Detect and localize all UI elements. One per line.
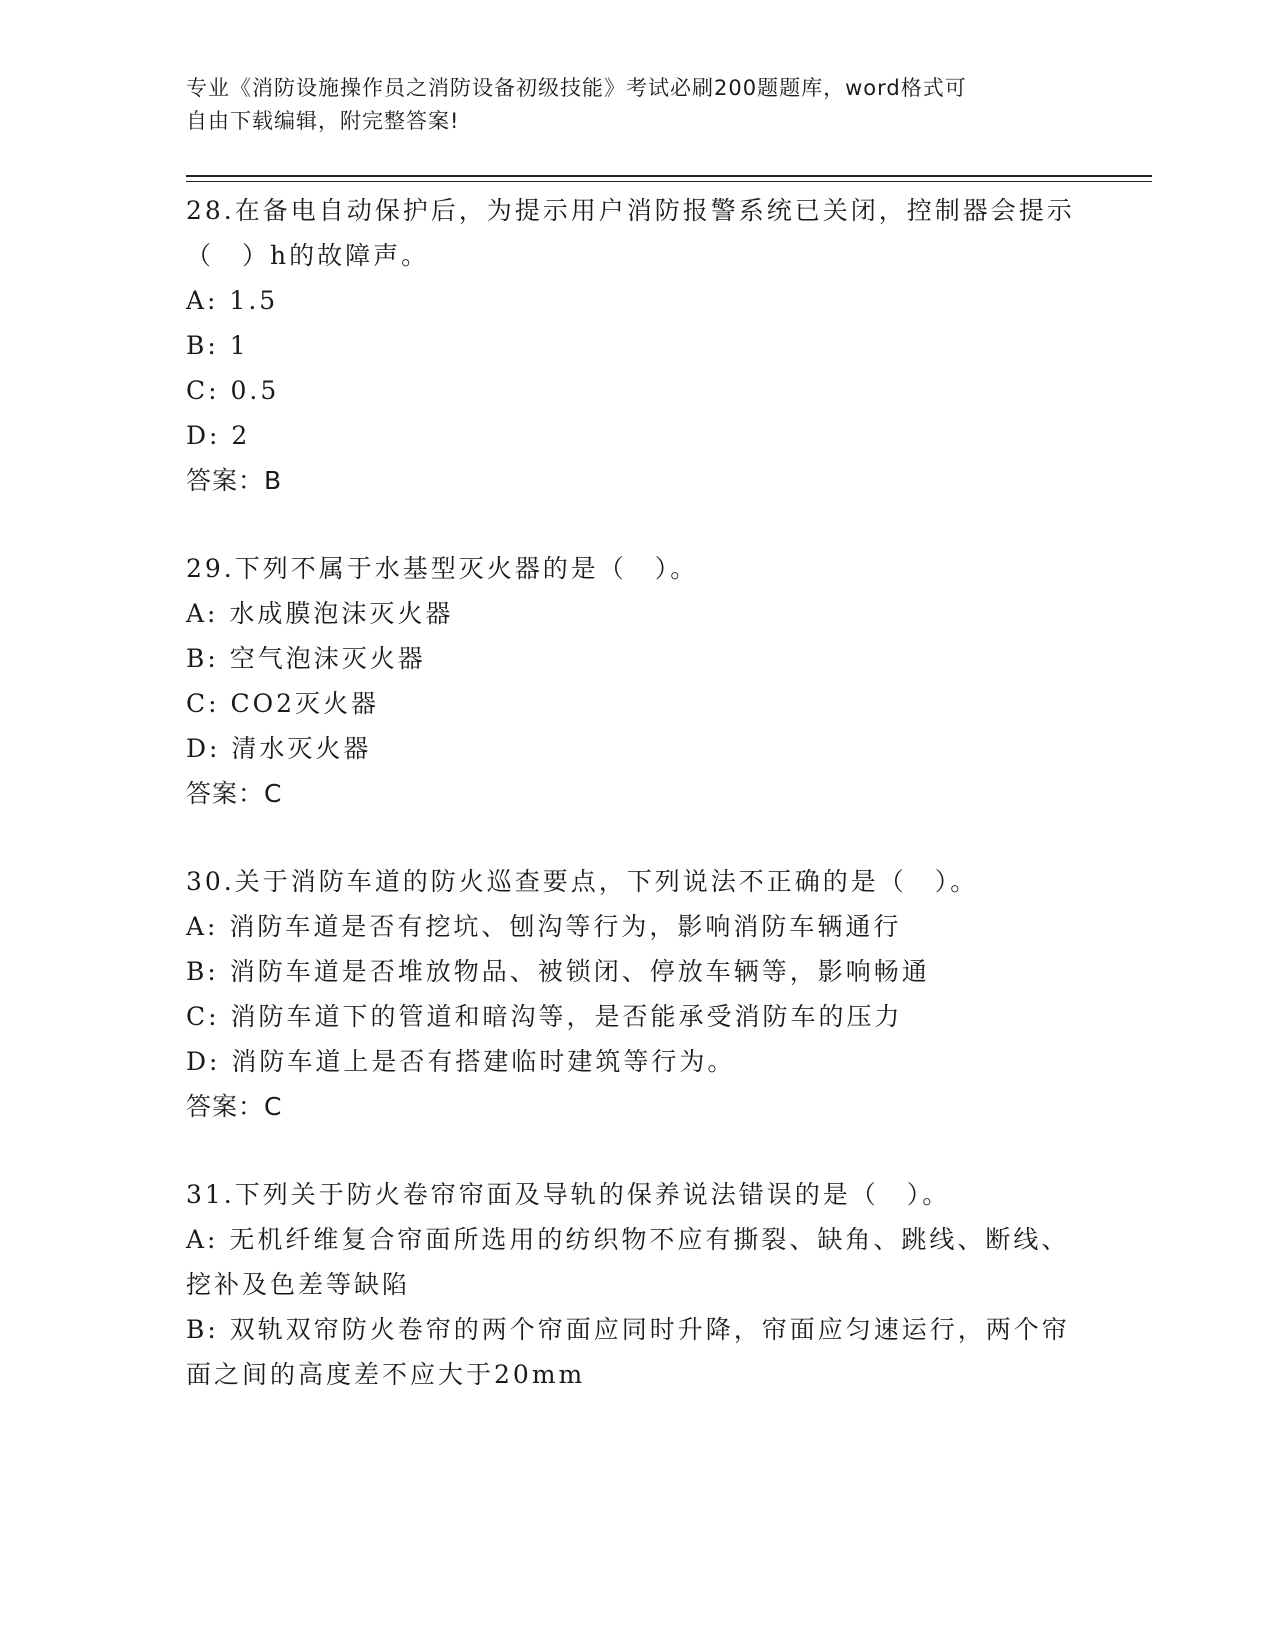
option-c: C: 消防车道下的管道和暗沟等，是否能承受消防车的压力 xyxy=(186,1002,903,1031)
page-header xyxy=(186,72,1086,138)
question-text: 28.在备电自动保护后，为提示用户消防报警系统已关闭，控制器会提示（ ）h的故障声。 xyxy=(186,196,1075,270)
option-d: D: 清水灭火器 xyxy=(186,734,372,763)
option-a: A: 水成膜泡沫灭火器 xyxy=(186,599,454,628)
question-text: 30.关于消防车道的防火巡查要点，下列说法不正确的是（ ）。 xyxy=(186,867,979,896)
option-a: A: 无机纤维复合帘面所选用的纺织物不应有撕裂、缺角、跳线、断线、挖补及色差等缺陷 xyxy=(186,1225,1070,1299)
question-list xyxy=(186,188,1086,1440)
question-29 xyxy=(186,546,1086,816)
option-b: B: 空气泡沫灭火器 xyxy=(186,644,426,673)
header-line-1: 专业《消防设施操作员之消防设备初级技能》考试必刷200题题库，word格式可 xyxy=(186,76,967,100)
question-text: 31.下列关于防火卷帘帘面及导轨的保养说法错误的是（ ）。 xyxy=(186,1180,951,1209)
answer: 答案：B xyxy=(186,466,283,495)
answer: 答案：C xyxy=(186,779,283,808)
option-c: C: 0.5 xyxy=(186,376,280,405)
option-c: C: CO2灭火器 xyxy=(186,689,380,718)
question-28 xyxy=(186,188,1086,503)
option-a: A: 1.5 xyxy=(186,286,279,315)
header-rule-thin xyxy=(186,181,1152,182)
option-b: B: 双轨双帘防火卷帘的两个帘面应同时升降，帘面应匀速运行，两个帘面之间的高度差不应大于20mm xyxy=(186,1315,1070,1389)
question-30 xyxy=(186,859,1086,1129)
option-a: A: 消防车道是否有挖坑、刨沟等行为，影响消防车辆通行 xyxy=(186,912,902,941)
header-rule-thick xyxy=(186,175,1152,177)
option-d: D: 消防车道上是否有搭建临时建筑等行为。 xyxy=(186,1047,736,1076)
option-d: D: 2 xyxy=(186,421,251,450)
question-text: 29.下列不属于水基型灭火器的是（ ）。 xyxy=(186,554,699,583)
option-b: B: 1 xyxy=(186,331,249,360)
option-b: B: 消防车道是否堆放物品、被锁闭、停放车辆等，影响畅通 xyxy=(186,957,930,986)
question-31 xyxy=(186,1172,1086,1397)
answer: 答案：C xyxy=(186,1092,283,1121)
header-line-2: 自由下载编辑，附完整答案! xyxy=(186,109,460,133)
